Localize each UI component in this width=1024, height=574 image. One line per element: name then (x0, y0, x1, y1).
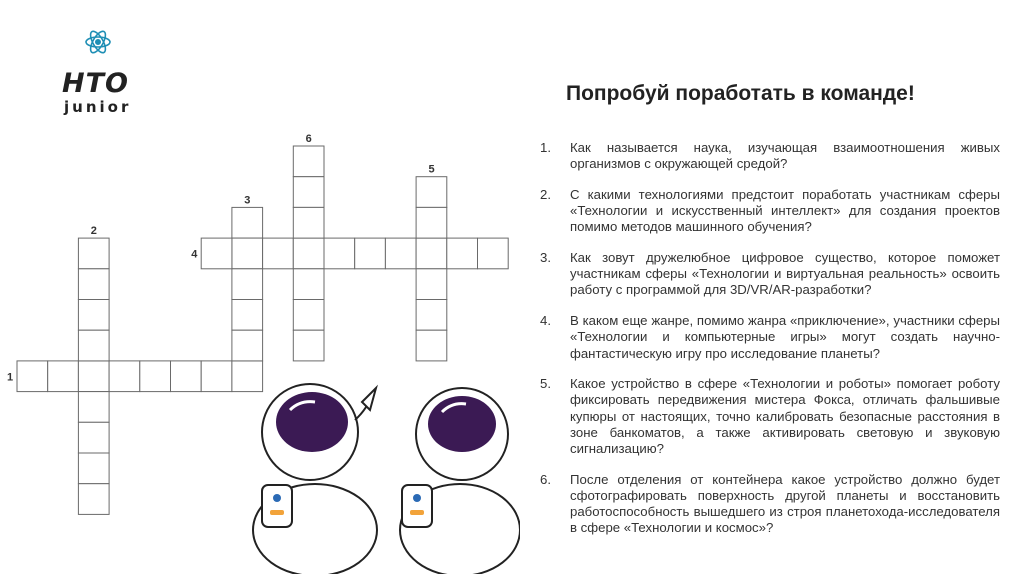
crossword-cell[interactable] (263, 238, 294, 269)
crossword-cell[interactable] (293, 146, 324, 177)
crossword-cell[interactable] (78, 330, 109, 361)
crossword-cell[interactable] (78, 484, 109, 515)
crossword-cell[interactable] (17, 361, 48, 392)
crossword-cell[interactable] (201, 361, 232, 392)
crossword-cell[interactable] (416, 238, 447, 269)
crossword-cell[interactable] (293, 238, 324, 269)
crossword-cell[interactable] (78, 422, 109, 453)
crossword-cell[interactable] (232, 238, 263, 269)
crossword-cell[interactable] (48, 361, 79, 392)
crossword-cell[interactable] (447, 238, 478, 269)
question-item: 1. Как называется наука, изучающая взаимоотношения живых организмов с окружающей средой? (540, 140, 1000, 172)
crossword-cell[interactable] (232, 269, 263, 300)
clue-number-5: 5 (428, 163, 435, 176)
crossword-cell[interactable] (140, 361, 171, 392)
question-item: 5. Какое устройство в сфере «Технологии и роботы» помогает роботу фиксировать передвижения мистера Фокса, отличать фальшивые купюры от настоящих, точно калибровать безопасные расстояния в зоне банкоматов, а также активировать световую и звуковую сигнализацию? (540, 376, 1000, 457)
crossword-cell[interactable] (355, 238, 386, 269)
crossword-cell[interactable] (78, 453, 109, 484)
crossword-cell[interactable] (293, 207, 324, 238)
crossword-cell[interactable] (78, 300, 109, 331)
clue-number-4: 4 (191, 248, 198, 261)
astronauts-illustration (240, 380, 520, 574)
crossword-cell[interactable] (416, 269, 447, 300)
page-title: Попробуй поработать в команде! (566, 82, 915, 105)
logo-text-junior: junior (64, 98, 132, 116)
crossword-cell[interactable] (385, 238, 416, 269)
clue-number-1: 1 (7, 371, 14, 384)
question-item: 6. После отделения от контейнера какое устройство должно будет сфотографировать поверхность другой планеты и восстановить работоспособность вышедшего из строя планетохода-исследователя в сфере «Технологии и космос»? (540, 471, 1000, 536)
crossword-cell[interactable] (293, 330, 324, 361)
crossword-cell[interactable] (293, 269, 324, 300)
clue-number-3: 3 (244, 194, 251, 207)
question-item: 4. В каком еще жанре, помимо жанра «приключение», участники сферы «Технологии и компьютерные игры» могут создать научно-фантастическую игру про исследование планеты? (540, 313, 1000, 361)
crossword-cell[interactable] (324, 238, 355, 269)
crossword-cell[interactable] (78, 392, 109, 423)
question-list (540, 140, 1000, 551)
crossword-cell[interactable] (78, 361, 109, 392)
crossword-cell[interactable] (293, 177, 324, 208)
crossword-cell[interactable] (478, 238, 509, 269)
question-item: 3. Как зовут дружелюбное цифровое существо, которое поможет участникам сферы «Технологии и виртуальная реальность» освоить работу с программой для 3D/VR/AR-разработки? (540, 250, 1000, 298)
crossword-cell[interactable] (201, 238, 232, 269)
crossword-cell[interactable] (416, 177, 447, 208)
clue-number-6: 6 (305, 133, 312, 145)
crossword-cell[interactable] (232, 207, 263, 238)
crossword-cell[interactable] (232, 300, 263, 331)
crossword-cell[interactable] (293, 300, 324, 331)
crossword-cell[interactable] (416, 330, 447, 361)
question-item: 2. С какими технологиями предстоит поработать участникам сферы «Технологии и искусственный интеллект» для создания проектов помимо методов машинного обучения? (540, 186, 1000, 235)
crossword-cell[interactable] (416, 300, 447, 331)
crossword-cell[interactable] (78, 238, 109, 269)
crossword-cell[interactable] (78, 269, 109, 300)
crossword-cell[interactable] (232, 330, 263, 361)
crossword-cell[interactable] (171, 361, 202, 392)
clue-number-2: 2 (90, 225, 97, 238)
logo-text-nto: НТО (62, 68, 129, 99)
crossword-cell[interactable] (109, 361, 140, 392)
crossword-cell[interactable] (416, 207, 447, 238)
